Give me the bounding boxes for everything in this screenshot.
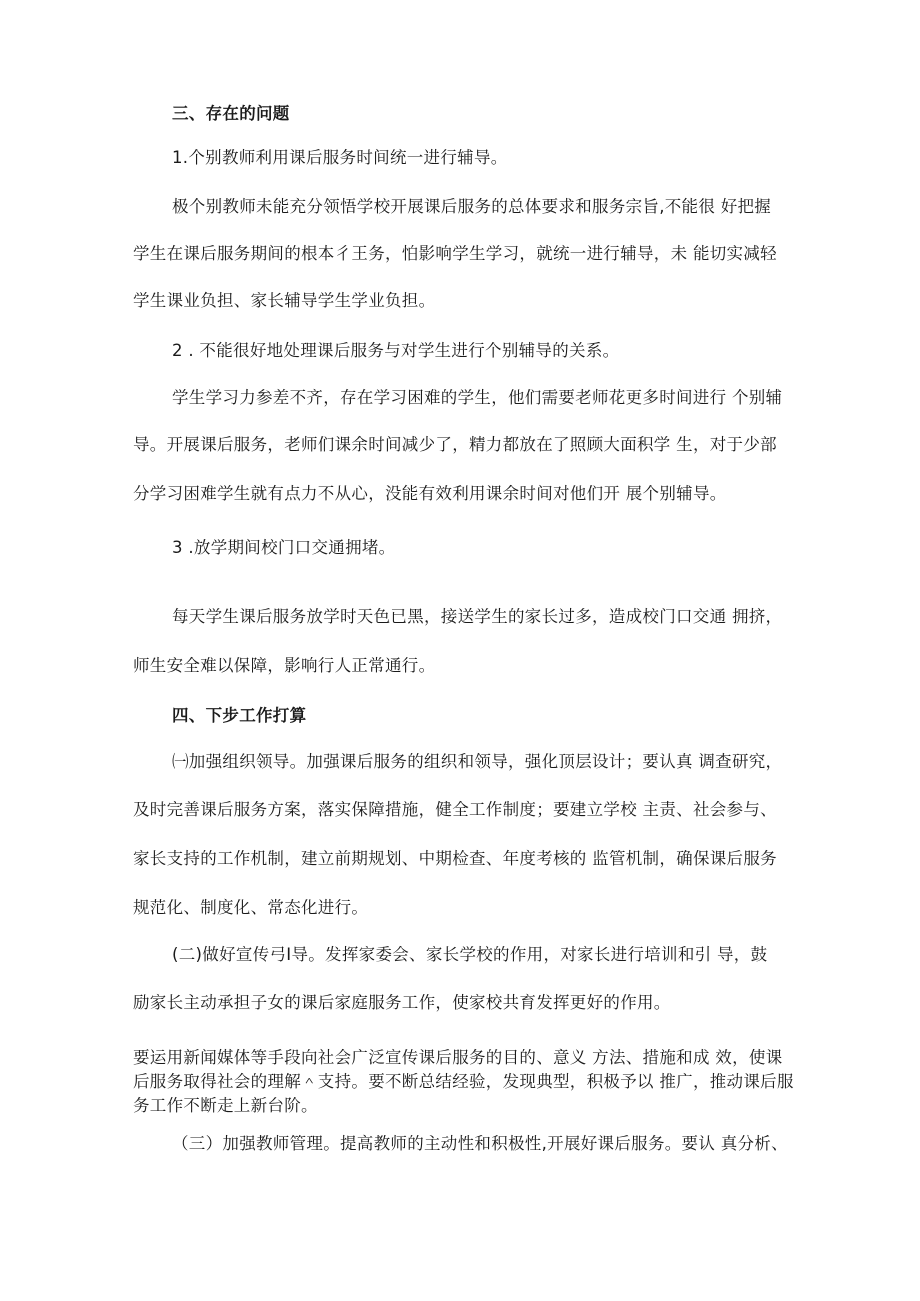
- paragraph-line: 师生安全难以保障，影响行人正常通行。: [133, 656, 436, 675]
- section-heading-next-steps: 四、下步工作打算: [172, 706, 307, 725]
- paragraph-line: 后服务取得社会的理解＾支持。要不断总结经验，发现典型，积极予以 推广，推动课后服: [133, 1072, 794, 1091]
- paragraph-line: ㈠加强组织领导。加强课后服务的组织和领导，强化顶层设计；要认真 调查研究，: [172, 752, 783, 771]
- paragraph-line: 务工作不断走上新台阶。: [133, 1096, 318, 1115]
- paragraph-line: 家长支持的工作机制，建立前期规划、中期检查、年度考核的 监管机制，确保课后服务: [133, 849, 777, 868]
- paragraph-line: (二)做好宣传弓I导。发挥家委会、家长学校的作用，对家长进行培训和引 导，鼓: [172, 945, 768, 964]
- paragraph-line: 励家长主动承担子女的课后家庭服务工作，使家校共育发挥更好的作用。: [133, 993, 671, 1012]
- paragraph-line: 及时完善课后服务方案，落实保障措施，健全工作制度；要建立学校 主责、社会参与、: [133, 800, 777, 819]
- paragraph-line: 极个别教师未能充分领悟学校开展课后服务的总体要求和服务宗旨,不能很 好把握: [172, 197, 772, 216]
- paragraph-line: （三）加强教师管理。提高教师的主动性和积极性,开展好课后服务。要认 真分析、: [172, 1134, 788, 1153]
- dense-paragraph: [133, 1046, 793, 1118]
- section-heading-problems: 三、存在的问题: [172, 104, 290, 123]
- paragraph-line: 每天学生课后服务放学时天色已黑，接送学生的家长过多，造成校门口交通 拥挤，: [172, 607, 783, 626]
- paragraph-line: 分学习困难学生就有点力不从心，没能有效利用课余时间对他们开 展个别辅导。: [133, 484, 727, 503]
- paragraph-line: 要运用新闻媒体等手段向社会广泛宣传课后服务的目的、意义 方法、措施和成 效，使课: [133, 1048, 783, 1067]
- paragraph-line: 规范化、制度化、常态化进行。: [133, 898, 369, 917]
- paragraph-line: 导。开展课后服务，老师们课余时间减少了，精力都放在了照顾大面积学 生，对于少部: [133, 435, 777, 454]
- item-2-title: 2 . 不能很好地处理课后服务与对学生进行个别辅导的关系。: [172, 341, 620, 360]
- item-3-title: 3 .放学期间校门口交通拥堵。: [172, 538, 396, 557]
- item-1-title: 1.个别教师利用课后服务时间统一进行辅导。: [172, 148, 508, 167]
- paragraph-line: 学生学习力参差不齐，存在学习困难的学生，他们需要老师花更多时间进行 个别辅: [172, 388, 783, 407]
- paragraph-line: 学生课业负担、家长辅导学生学业负担。: [133, 291, 436, 310]
- paragraph-line: 学生在课后服务期间的根本彳王务，怕影响学生学习，就统一进行辅导，未 能切实减轻: [133, 244, 777, 263]
